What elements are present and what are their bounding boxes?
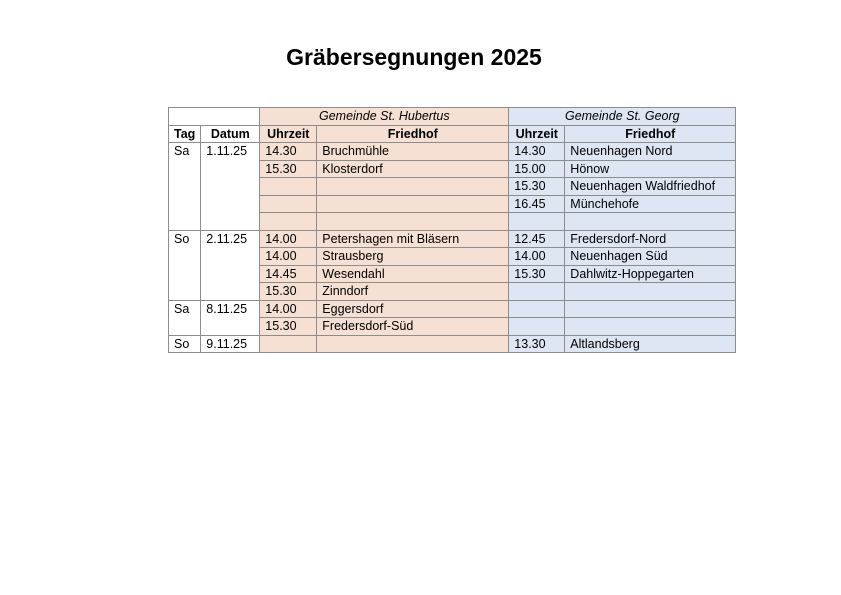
col-header-friedhof-georg: Friedhof: [565, 125, 736, 143]
georg-friedhof: [565, 300, 736, 318]
hubertus-time: [260, 178, 317, 196]
hubertus-time: 14.00: [260, 248, 317, 266]
group-header-hubertus: Gemeinde St. Hubertus: [260, 108, 509, 126]
georg-friedhof: Altlandsberg: [565, 335, 736, 353]
georg-time: [509, 213, 565, 231]
hubertus-friedhof: Klosterdorf: [317, 160, 509, 178]
hubertus-time: 14.30: [260, 143, 317, 161]
georg-time: [509, 300, 565, 318]
hubertus-time: 15.30: [260, 283, 317, 301]
hubertus-friedhof: [317, 335, 509, 353]
georg-time: [509, 318, 565, 336]
group-header-empty: [169, 108, 260, 126]
hubertus-time: 15.30: [260, 318, 317, 336]
table-row: [169, 143, 736, 161]
day-tag: So: [169, 230, 201, 300]
georg-time: 16.45: [509, 195, 565, 213]
day-datum: 8.11.25: [201, 300, 260, 335]
georg-friedhof: Neuenhagen Waldfriedhof: [565, 178, 736, 196]
georg-friedhof: Neuenhagen Nord: [565, 143, 736, 161]
hubertus-friedhof: Wesendahl: [317, 265, 509, 283]
georg-friedhof: Hönow: [565, 160, 736, 178]
group-header-row: [169, 108, 736, 126]
hubertus-friedhof: [317, 213, 509, 231]
hubertus-friedhof: Bruchmühle: [317, 143, 509, 161]
col-header-tag: Tag: [169, 125, 201, 143]
table-row: [169, 230, 736, 248]
hubertus-friedhof: [317, 178, 509, 196]
schedule-body: [169, 143, 736, 353]
group-header-georg: Gemeinde St. Georg: [509, 108, 736, 126]
georg-time: 12.45: [509, 230, 565, 248]
georg-friedhof: [565, 283, 736, 301]
hubertus-friedhof: [317, 195, 509, 213]
hubertus-time: [260, 335, 317, 353]
georg-time: 15.30: [509, 265, 565, 283]
georg-time: 14.30: [509, 143, 565, 161]
hubertus-friedhof: Eggersdorf: [317, 300, 509, 318]
column-header-row: [169, 125, 736, 143]
hubertus-friedhof: Zinndorf: [317, 283, 509, 301]
day-tag: Sa: [169, 143, 201, 231]
hubertus-time: 14.45: [260, 265, 317, 283]
col-header-uhrzeit-hubertus: Uhrzeit: [260, 125, 317, 143]
georg-friedhof: Fredersdorf-Nord: [565, 230, 736, 248]
georg-friedhof: Dahlwitz-Hoppegarten: [565, 265, 736, 283]
schedule-table: [168, 107, 736, 353]
col-header-datum: Datum: [201, 125, 260, 143]
georg-time: 15.30: [509, 178, 565, 196]
table-row: [169, 335, 736, 353]
day-datum: 1.11.25: [201, 143, 260, 231]
col-header-uhrzeit-georg: Uhrzeit: [509, 125, 565, 143]
hubertus-friedhof: Petershagen mit Bläsern: [317, 230, 509, 248]
hubertus-time: [260, 195, 317, 213]
georg-friedhof: [565, 318, 736, 336]
hubertus-time: 14.00: [260, 300, 317, 318]
day-datum: 9.11.25: [201, 335, 260, 353]
page-title: Gräbersegnungen 2025: [286, 44, 542, 70]
hubertus-time: [260, 213, 317, 231]
day-tag: Sa: [169, 300, 201, 335]
georg-friedhof: [565, 213, 736, 231]
georg-time: [509, 283, 565, 301]
georg-friedhof: Münchehofe: [565, 195, 736, 213]
georg-time: 13.30: [509, 335, 565, 353]
table-row: [169, 300, 736, 318]
hubertus-friedhof: Fredersdorf-Süd: [317, 318, 509, 336]
day-datum: 2.11.25: [201, 230, 260, 300]
georg-time: 15.00: [509, 160, 565, 178]
hubertus-time: 14.00: [260, 230, 317, 248]
col-header-friedhof-hubertus: Friedhof: [317, 125, 509, 143]
georg-friedhof: Neuenhagen Süd: [565, 248, 736, 266]
day-tag: So: [169, 335, 201, 353]
hubertus-friedhof: Strausberg: [317, 248, 509, 266]
georg-time: 14.00: [509, 248, 565, 266]
hubertus-time: 15.30: [260, 160, 317, 178]
